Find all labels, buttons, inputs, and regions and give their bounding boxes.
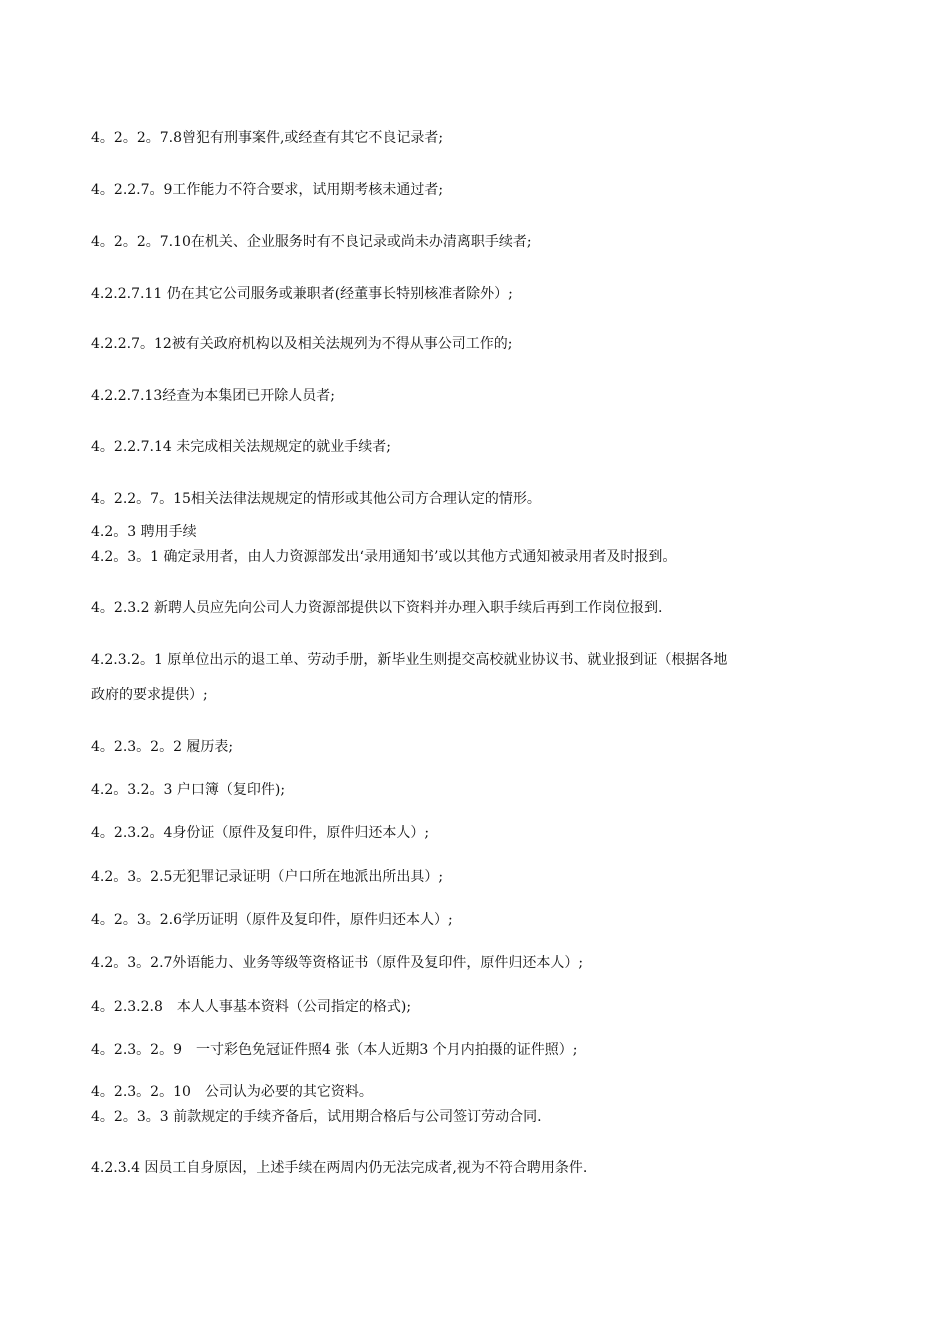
text-line: 4。2.2。7。15相关法律法规规定的情形或其他公司方合理认定的情形。: [91, 491, 541, 507]
text-line: 4.2.2.7.11 仍在其它公司服务或兼职者(经董事长特别核准者除外）;: [91, 286, 513, 302]
text-line: 4。2。2。7.8曾犯有刑事案件,或经查有其它不良记录者;: [91, 130, 444, 146]
text-line: 4.2。3。1 确定录用者，由人力资源部发出‘录用通知书’或以其他方式通知被录用者及时报到。: [91, 549, 677, 565]
text-line: 4。2。2。7.10在机关、企业服务时有不良记录或尚未办清离职手续者;: [91, 234, 532, 250]
text-line: 4。2。3。2.6学历证明（原件及复印件，原件归还本人）;: [91, 912, 453, 928]
text-line: 4。2.3.2。4身份证（原件及复印件，原件归还本人）;: [91, 825, 430, 841]
text-line: 4。2。3。3 前款规定的手续齐备后，试用期合格后与公司签订劳动合同.: [91, 1109, 542, 1125]
text-line: 4.2。3.2。3 户口簿（复印件);: [91, 782, 286, 798]
text-line: 4.2。3。2.7外语能力、业务等级等资格证书（原件及复印件，原件归还本人）;: [91, 955, 584, 971]
text-line: 4。2.3。2。10 公司认为必要的其它资料。: [91, 1084, 373, 1100]
text-line: 4.2.2.7。12被有关政府机构以及相关法规列为不得从事公司工作的;: [91, 336, 513, 352]
text-line: 4。2.2.7.14 未完成相关法规规定的就业手续者;: [91, 439, 391, 455]
text-line: 4.2.3.2。1 原单位出示的退工单、劳动手册，新毕业生则提交高校就业协议书、就业报到证（根据各地: [91, 652, 728, 668]
text-line: 4。2.2.7。9工作能力不符合要求，试用期考核未通过者;: [91, 182, 444, 198]
section-heading: 4.2。3 聘用手续: [91, 524, 197, 540]
text-line: 4.2.3.4 因员工自身原因，上述手续在两周内仍无法完成者,视为不符合聘用条件.: [91, 1160, 588, 1176]
text-line: 4.2.2.7.13经查为本集团已开除人员者;: [91, 388, 335, 404]
text-line: 4。2.3。2。9 一寸彩色免冠证件照4 张（本人近期3 个月内拍摄的证件照）;: [91, 1042, 578, 1058]
text-line: 4。2.3.2 新聘人员应先向公司人力资源部提供以下资料并办理入职手续后再到工作岗位报到.: [91, 600, 663, 616]
text-line: 政府的要求提供）;: [91, 687, 208, 703]
text-line: 4。2.3。2。2 履历表;: [91, 739, 234, 755]
text-line: 4.2。3。2.5无犯罪记录证明（户口所在地派出所出具）;: [91, 869, 444, 885]
text-line: 4。2.3.2.8 本人人事基本资料（公司指定的格式);: [91, 999, 412, 1015]
